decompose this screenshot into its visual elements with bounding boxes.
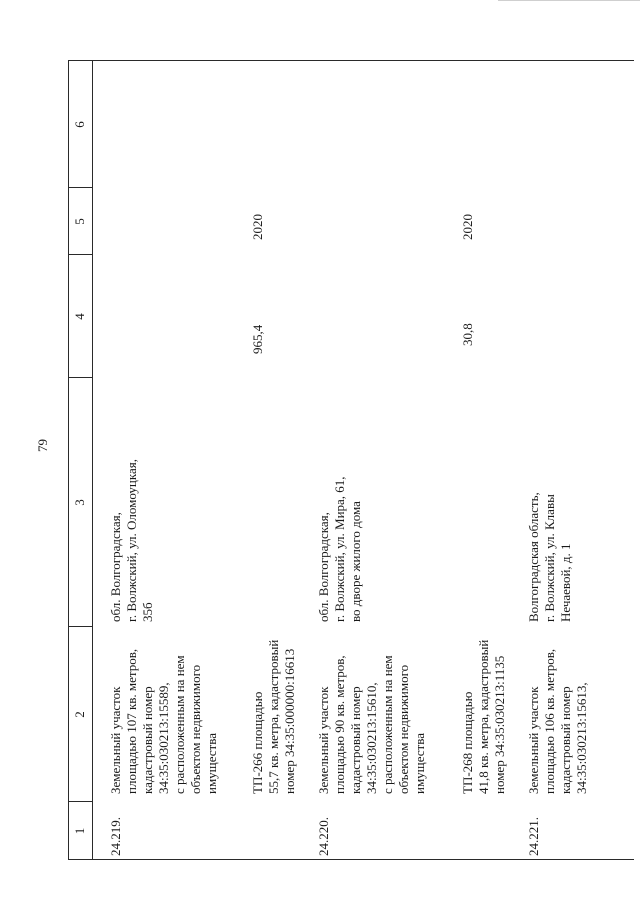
row-number: 24.221. bbox=[526, 817, 541, 856]
header-col-1: 1 bbox=[72, 827, 87, 835]
row-year-value: 2020 bbox=[250, 214, 265, 240]
header-col-2: 2 bbox=[72, 711, 87, 718]
header-col-6: 6 bbox=[72, 121, 87, 128]
header-bottom-rule bbox=[92, 60, 93, 860]
document-table bbox=[68, 60, 634, 860]
row-area-value: 30,8 bbox=[460, 323, 475, 346]
row-address: обл. Волгоградская, г. Волжский, ул. Оломоуцкая, 35б bbox=[108, 459, 155, 622]
row-description: Земельный участок площадью 90 кв. метров, кадастровый номер 34:35:030213:15610, с расположенным на нем объектом недвижимого имущества bbox=[316, 655, 427, 794]
header-col-5: 5 bbox=[72, 218, 87, 225]
header-col-4: 4 bbox=[72, 313, 87, 320]
row-description: Земельный участок площадью 106 кв. метров, кадастровый номер 34:35:030213:15613, bbox=[526, 648, 589, 794]
row-address: обл. Волгоградская, г. Волжский, ул. Мира, 61, во дворе жилого дома bbox=[316, 476, 363, 622]
row-year-value: 2020 bbox=[460, 214, 475, 240]
row-number: 24.219. bbox=[108, 817, 123, 856]
row-area-value: 965,4 bbox=[250, 324, 265, 354]
table-border-right bbox=[68, 60, 634, 61]
row-number: 24.220. bbox=[316, 817, 331, 856]
table-border-left bbox=[68, 859, 634, 860]
scan-edge-line bbox=[498, 0, 640, 1]
header-col-3: 3 bbox=[72, 499, 87, 506]
row-description: ТП-266 площадью 55,7 кв. метра, кадастровый номер 34:35:000000:16613 bbox=[250, 639, 297, 794]
row-description: ТП-268 площадью 41,8 кв. метра, кадастровый номер 34:35:030213:1135 bbox=[460, 639, 507, 794]
row-description: Земельный участок площадью 107 кв. метров, кадастровый номер 34:35:030213:15589, с расположенным на нем объектом недвижимого имущества bbox=[108, 648, 219, 794]
row-address: Волгоградская область, г. Волжский, ул. Клавы Нечаевой, д. 1 bbox=[526, 492, 573, 622]
page-number: 79 bbox=[35, 439, 50, 452]
